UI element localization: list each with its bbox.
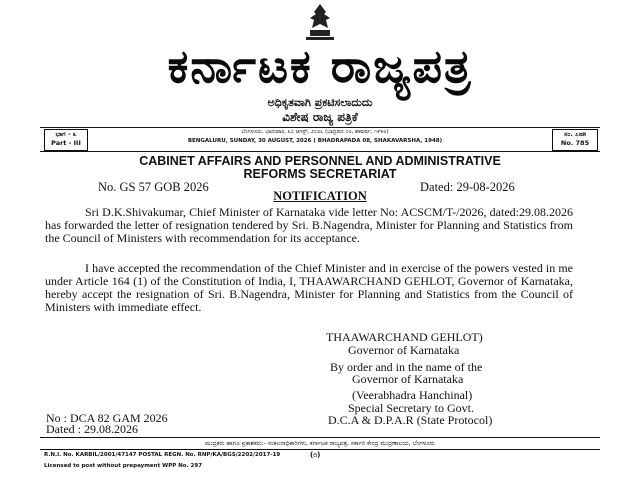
governor-title: Governor of Karnataka [348, 343, 460, 357]
notification-paragraph-2: I have accepted the recommendation of the Chief Minister and in exercise of the powers vested in me under Article 164 (1) of the Constitution of India, I, THAAWARCHAND GEHLOT, Governor of Karnataka, hereby accept the resignation of Sri. B.Nagendra, Minister for Planning and Statistics from the Council of Ministers with immediate effect. [45, 261, 573, 314]
issue-number-english: No. 785 [560, 139, 590, 147]
part-english: Part - III [51, 139, 81, 147]
notification-number: No. GS 57 GOB 2026 [98, 180, 209, 194]
part-kannada: ಭಾಗ - ೩ [55, 130, 77, 138]
order-line-2: Governor of Karnataka [352, 372, 464, 386]
reference-number: No : DCA 82 GAM 2026 [46, 411, 168, 425]
order-line-1: By order and in the name of the [330, 360, 483, 374]
footer-bottom-rule [40, 449, 600, 450]
officer-department: D.C.A & D.P.A.R (State Protocol) [328, 413, 493, 427]
gazette-subtitle: ಅಧಿಕೃತವಾಗಿ ಪ್ರಕಟಿಸಲಾದುದು [267, 96, 373, 109]
department-line-2: REFORMS SECRETARIAT [243, 167, 397, 181]
gazette-masthead-title: ಕರ್ನಾಟಕ ರಾಜ್ಯಪತ್ರ [167, 39, 473, 93]
governor-name: THAAWARCHAND GEHLOT) [326, 330, 483, 344]
registration-number: R.N.I. No. KARBIL/2001/47147 POSTAL REGN. No. RNP/KA/BGS/2202/2017-19 [44, 452, 281, 458]
department-heading [40, 155, 600, 181]
department-line-1: CABINET AFFAIRS AND PERSONNEL AND ADMINISTRATIVE [139, 154, 501, 168]
footer-top-rule [40, 437, 600, 438]
issue-dateline [96, 128, 534, 146]
issue-number-box [552, 129, 598, 151]
printer-line: ಮುದ್ರಕರು ಹಾಗೂ ಪ್ರಕಾಶಕರು:- ಸಂಕಲನಾಧಿಕಾರಿಗಳು, ಕರ್ನಾಟಕ ರಾಜ್ಯಪತ್ರ, ಸರ್ಕಾರಿ ಕೇಂದ್ರ ಮುದ್ರಣಾಲಯ, ಬೆಂಗಳೂರು [205, 440, 435, 447]
gazette-special-label: ವಿಶೇಷ ರಾಜ್ಯ ಪತ್ರಿಕೆ [282, 110, 358, 124]
page-number: (೧) [310, 451, 321, 459]
postal-license: Licensed to post without prepayment WPP No. 297 [44, 463, 203, 469]
notification-date: Dated: 29-08-2026 [420, 180, 515, 194]
header-bottom-rule [40, 151, 600, 152]
part-box [44, 129, 88, 151]
notification-paragraph-1: Sri D.K.Shivakumar, Chief Minister of Karnataka vide letter No: ACSCM/T-/2026, dated:29.08.2026 has forwarded the letter of resignation tendered by Sri. B.Nagendra, Minister for Planning and Statistics from the Council of Ministers with recommendation for its acceptance. [45, 205, 573, 245]
officer-name: (Veerabhadra Hanchinal) [352, 388, 473, 402]
issue-date-kannada: ಬೆಂಗಳೂರು, ಭಾನುವಾರ, ೩೦ ಆಗಸ್ಟ್, ೨೦೨೬ (ಭಾದ್ರಪದ ೦೮, ಶಕವರ್ಷ, ೧೯೪೮) [241, 129, 389, 135]
issue-date-english: BENGALURU, SUNDAY, 30 AUGUST, 2026 ( BHADRAPADA 08, SHAKAVARSHA, 1948) [187, 138, 443, 144]
issue-number-kannada: ಸಂ. ೭೮೫ [564, 130, 586, 138]
notification-heading: NOTIFICATION [273, 189, 367, 203]
reference-date: Dated : 29.08.2026 [46, 422, 138, 436]
officer-designation: Special Secretary to Govt. [348, 401, 474, 415]
state-emblem-icon [302, 2, 338, 42]
